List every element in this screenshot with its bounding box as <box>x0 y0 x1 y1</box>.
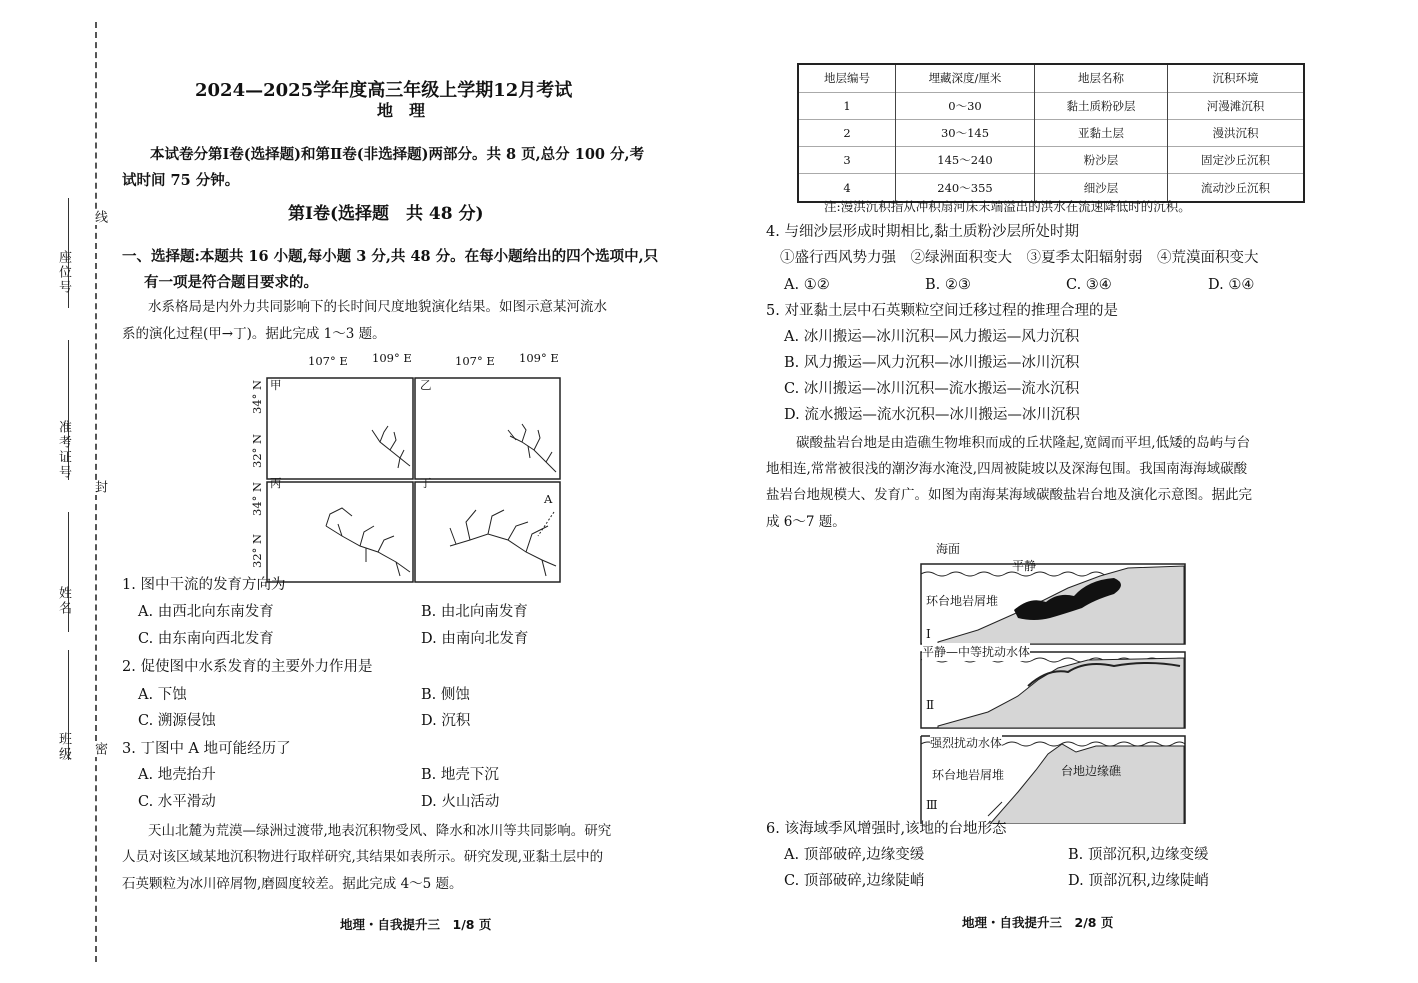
stage2-label: Ⅱ <box>926 698 935 712</box>
passage1-line-1: 水系格局是内外力共同影响下的长时间尺度地貌演化结果。如图示意某河流水 <box>148 299 607 315</box>
lat-34-top-label: 34° N <box>250 379 264 414</box>
panel-ding-frame <box>415 482 560 582</box>
table-header-cell: 地层编号 <box>824 71 870 86</box>
debris-bottom-label: 环台地岩屑堆 <box>932 768 1005 782</box>
table-row <box>798 147 1304 174</box>
strong-disturbance-label: 强烈扰动水体 <box>930 736 1003 750</box>
q4-option-c[interactable]: C. ③④ <box>1066 277 1112 293</box>
q4-option-d[interactable]: D. ①④ <box>1208 277 1255 293</box>
panel-yi-frame <box>415 378 560 479</box>
rivers-ding <box>450 510 556 576</box>
table-row <box>798 119 1304 146</box>
name-label: 姓名 <box>56 586 71 616</box>
q1-option-c[interactable]: C. 由东南向西北发育 <box>138 631 274 647</box>
table-cell: 3 <box>843 153 851 168</box>
passage3-line-1: 碳酸盐岩台地是由造礁生物堆积而成的丘状隆起,宽阔而平坦,低矮的岛屿与台 <box>796 435 1251 451</box>
q5-option-a[interactable]: A. 冰川搬运—冰川沉积—风力搬运—风力沉积 <box>784 329 1080 345</box>
q6-option-a[interactable]: A. 顶部破碎,边缘变缓 <box>784 847 925 863</box>
q2-stem: 2. 促使图中水系发育的主要外力作用是 <box>122 659 373 675</box>
instructions-line-1: 一、选择题:本题共 16 小题,每小题 3 分,共 48 分。在每小题给出的四个选项中,只 <box>122 248 659 265</box>
exam-id-label: 准考证号 <box>56 420 71 480</box>
table-cell: 30～145 <box>896 119 1035 146</box>
passage3-line-2: 地相连,常常被很浅的潮汐海水淹没,四周被陡坡以及深海包围。我国南海海域碳酸 <box>766 461 1248 477</box>
lat-34-bottom-label: 34° N <box>250 481 264 516</box>
calm-label: 平静 <box>1012 559 1037 573</box>
point-a-label: A <box>544 492 553 506</box>
section-title: 第Ⅰ卷(选择题 共 48 分) <box>288 204 484 224</box>
stage1-label: Ⅰ <box>926 627 931 641</box>
q4-option-a[interactable]: A. ①② <box>784 277 830 293</box>
q1-option-b[interactable]: B. 由北向南发育 <box>421 604 528 620</box>
q3-stem: 3. 丁图中 A 地可能经历了 <box>122 741 291 757</box>
panel-bing-label: 丙 <box>270 476 282 490</box>
q5-option-b[interactable]: B. 风力搬运—风力沉积—冰川搬运—冰川沉积 <box>784 355 1080 371</box>
table-cell: 2 <box>843 125 851 140</box>
q3-option-b[interactable]: B. 地壳下沉 <box>421 767 499 783</box>
q2-option-b[interactable]: B. 侧蚀 <box>421 687 470 703</box>
q1-option-d[interactable]: D. 由南向北发育 <box>421 631 529 647</box>
river-panels-svg <box>266 376 562 584</box>
q3-option-c[interactable]: C. 水平滑动 <box>138 794 216 810</box>
lat-32-bottom-label: 32° N <box>250 533 264 568</box>
table-header-cell: 地层名称 <box>1035 64 1168 92</box>
intro-line-1: 本试卷分第Ⅰ卷(选择题)和第Ⅱ卷(非选择题)两部分。共 8 页,总分 100 分,考 <box>150 146 645 163</box>
intro-line-2: 试时间 75 分钟。 <box>122 172 240 189</box>
debris-top-label: 环台地岩屑堆 <box>926 594 999 608</box>
table-header-row <box>798 64 1304 92</box>
instructions-line-2: 有一项是符合题目要求的。 <box>144 274 318 291</box>
rivers-jia <box>372 426 410 468</box>
medium-disturbance-label: 平静—中等扰动水体 <box>922 645 1031 659</box>
reef-label: 台地边缘礁 <box>1061 764 1122 778</box>
q1-option-a[interactable]: A. 由西北向东南发育 <box>138 604 274 620</box>
table-cell: 漫洪沉积 <box>1168 119 1305 146</box>
q5-option-d[interactable]: D. 流水搬运—流水沉积—冰川搬运—冰川沉积 <box>784 407 1080 423</box>
panel-ding-label: 丁 <box>420 476 432 490</box>
rivers-bing <box>326 508 410 576</box>
passage2-line-3: 石英颗粒为冰川碎屑物,磨圆度较差。据此完成 4～5 题。 <box>122 876 463 892</box>
exam-title: 2024—2025学年度高三年级上学期12月考试 <box>195 80 573 101</box>
q6-stem: 6. 该海域季风增强时,该地的台地形态 <box>766 821 1007 837</box>
table-cell: 240～355 <box>896 174 1035 202</box>
table-cell: 4 <box>843 180 851 195</box>
table-header-cell: 埋藏深度/厘米 <box>896 64 1035 92</box>
lat-32-top-label: 32° N <box>250 433 264 468</box>
stage3-label: Ⅲ <box>926 798 938 812</box>
q6-option-c[interactable]: C. 顶部破碎,边缘陡峭 <box>784 873 925 889</box>
table-cell: 145～240 <box>896 147 1035 174</box>
rivers-yi <box>508 424 556 472</box>
panel-yi-label: 乙 <box>420 378 432 392</box>
lon-109-right-label: 109° E <box>519 351 559 365</box>
panel-bing-frame <box>267 482 413 582</box>
lon-107-left-label: 107° E <box>308 354 348 368</box>
table-cell: 固定沙丘沉积 <box>1168 147 1305 174</box>
line-mark: 线 <box>92 210 107 225</box>
strata-table <box>797 63 1305 203</box>
fold-mark: 密 <box>92 742 107 757</box>
q4-items: ①盛行西风势力强 ②绿洲面积变大 ③夏季太阳辐射弱 ④荒漠面积变大 <box>780 250 1259 266</box>
passage2-line-2: 人员对该区域某地沉积物进行取样研究,其结果如表所示。研究发现,亚黏土层中的 <box>122 849 604 865</box>
q4-stem: 4. 与细沙层形成时期相比,黏土质粉沙层所处时期 <box>766 224 1080 240</box>
passage3-line-4: 成 6～7 题。 <box>766 514 846 530</box>
table-cell: 0～30 <box>896 92 1035 119</box>
q1-stem: 1. 图中干流的发育方向为 <box>122 577 286 593</box>
table-cell: 细沙层 <box>1035 174 1168 202</box>
q5-stem: 5. 对亚黏土层中石英颗粒空间迁移过程的推理合理的是 <box>766 303 1118 319</box>
panel-jia-label: 甲 <box>270 378 282 392</box>
table-cell: 粉沙层 <box>1035 147 1168 174</box>
table-cell: 河漫滩沉积 <box>1168 92 1305 119</box>
lon-107-right-label: 107° E <box>455 354 495 368</box>
seal-mark: 封 <box>92 480 107 495</box>
q3-option-a[interactable]: A. 地壳抬升 <box>138 767 216 783</box>
table-cell: 黏土质粉砂层 <box>1035 92 1168 119</box>
sea-surface-label: 海面 <box>936 542 961 556</box>
table-cell: 亚黏土层 <box>1035 119 1168 146</box>
footer-left: 地理・自我提升三 1/8 页 <box>340 917 492 932</box>
passage3-line-3: 盐岩台地规模大、发育广。如图为南海某海域碳酸盐岩台地及演化示意图。据此完 <box>766 487 1252 503</box>
q3-option-d[interactable]: D. 火山活动 <box>421 794 500 810</box>
q2-option-c[interactable]: C. 溯源侵蚀 <box>138 713 216 729</box>
lon-109-left-label: 109° E <box>372 351 412 365</box>
q2-option-a[interactable]: A. 下蚀 <box>138 687 187 703</box>
q6-option-d[interactable]: D. 顶部沉积,边缘陡峭 <box>1068 873 1209 889</box>
q2-option-d[interactable]: D. 沉积 <box>421 713 471 729</box>
seat-label: 座位号 <box>56 250 71 295</box>
q6-option-b[interactable]: B. 顶部沉积,边缘变缓 <box>1068 847 1209 863</box>
table-cell: 流动沙丘沉积 <box>1168 174 1305 202</box>
passage2-line-1: 天山北麓为荒漠—绿洲过渡带,地表沉积物受风、降水和冰川等共同影响。研究 <box>148 823 612 839</box>
q5-option-c[interactable]: C. 冰川搬运—冰川沉积—流水搬运—流水沉积 <box>784 381 1080 397</box>
footer-right: 地理・自我提升三 2/8 页 <box>962 915 1114 930</box>
q4-option-b[interactable]: B. ②③ <box>925 277 971 293</box>
table-header-cell: 沉积环境 <box>1168 64 1305 92</box>
panel-jia-frame <box>267 378 413 479</box>
table-note: 注:漫洪沉积指从冲积扇河床末端溢出的洪水在流速降低时的沉积。 <box>824 199 1191 214</box>
table-cell: 1 <box>843 98 851 113</box>
passage1-line-2: 系的演化过程(甲→丁)。据此完成 1～3 题。 <box>122 326 386 342</box>
table-row <box>798 92 1304 119</box>
subject-title: 地 理 <box>377 101 426 120</box>
class-label: 班级 <box>56 732 71 762</box>
